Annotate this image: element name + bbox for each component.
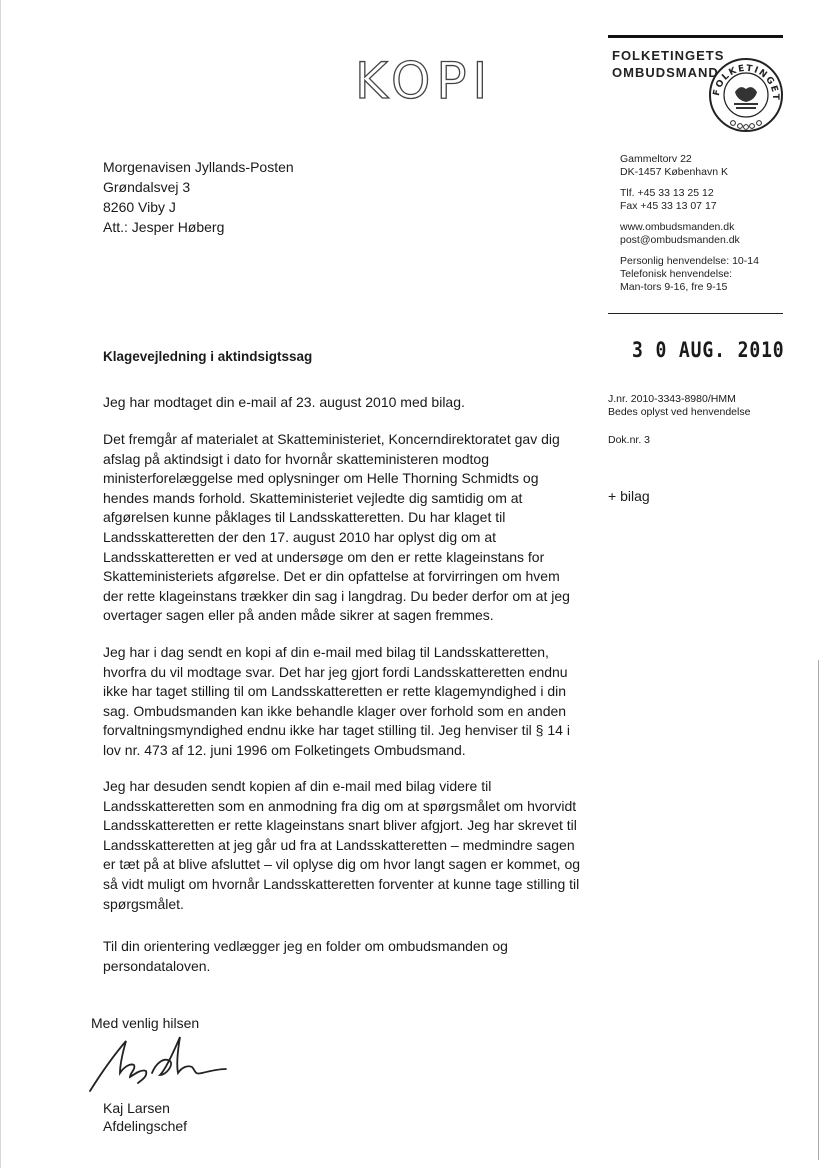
paragraph: Det fremgår af materialet at Skatteministeriet, Koncerndirektoratet gav dig afslag på aktindsigt i dato for hvornår skatteministeren modtog ministerforelæggelse med oplysninger om Helle Thorning Schmidts og hendes mands forhold. Skatteministeriet vejledte dig samtidig om at afgørelsen kunne påklages til Landsskatteretten. Du har klaget til Landsskatteretten der den 17. august 2010 har oplyst dig om at Landsskatteretten er ved at undersøge om den er rette klageinstans for Skatteministeriets afgørelse. Det er din opfattelse at forvirringen om hvem der rette klageinstans trækker din sag i langdrag. Du beder derfor om at jeg overtager sagen eller på anden måde sikrer at sagen fremmes.: [103, 431, 570, 624]
signer-name: Kaj Larsen: [103, 1100, 170, 1116]
sender-hours: Personlig henvendelse: 10-14: [620, 255, 759, 267]
date-stamp: 3 0 AUG. 2010: [632, 338, 785, 362]
paragraph: Jeg har desuden sendt kopien af din e-mail med bilag videre til Landsskatteretten som en anmodning fra dig om at spørgsmålet om hvorvidt Landsskatteretten er rette klageinstans snart bliver afgjort. Jeg har skrevet til Landsskatteretten at jeg går ud fra at Landsskatteretten – medmindre sagen er tæt på at blive afsluttet – vil oplyse dig om hvor langt sagen er kommet, og så vidt muligt om hvornår Landsskatteretten forventer at kunne tage stilling til spørgsmålet.: [103, 778, 581, 912]
sender-website: www.ombudsmanden.dk: [620, 221, 735, 233]
sender-fax: Fax +45 33 13 07 17: [620, 200, 717, 212]
parliament-seal-icon: [707, 56, 785, 134]
reference-note: Bedes oplyst ved henvendelse: [608, 406, 751, 418]
handwritten-signature: [86, 1033, 236, 1095]
journal-number: J.nr. 2010-3343-8980/HMM: [608, 393, 736, 405]
sender-email: post@ombudsmanden.dk: [620, 234, 740, 246]
header-rule: [608, 35, 783, 38]
recipient-line: 8260 Viby J: [103, 199, 176, 215]
copy-stamp: KOPI: [355, 52, 494, 110]
recipient-line: Att.: Jesper Høberg: [103, 219, 225, 235]
org-name-line1: FOLKETINGETS: [612, 48, 725, 63]
letter-subject: Klagevejledning i aktindsigtssag: [103, 349, 313, 364]
reference-number: [608, 393, 798, 419]
recipient-address: [103, 157, 294, 237]
signer-title: Afdelingschef: [103, 1118, 188, 1134]
attachment-note: + bilag: [608, 488, 650, 504]
sender-hours: Telefonisk henvendelse:: [620, 268, 733, 280]
document-number: Dok.nr. 3: [608, 434, 651, 446]
sender-address: DK-1457 København K: [620, 166, 728, 178]
signer-block: [103, 1099, 187, 1135]
sender-address: Gammeltorv 22: [620, 153, 692, 165]
paragraph: Til din orientering vedlægger jeg en folder om ombudsmanden og persondataloven.: [103, 938, 508, 974]
sender-phone: Tlf. +45 33 13 25 12: [620, 187, 714, 199]
paragraph: Jeg har modtaget din e-mail af 23. august 2010 med bilag.: [103, 394, 465, 410]
seal-text: FOLKETINGET: [711, 63, 781, 102]
sender-contact-info: [620, 153, 800, 294]
scan-edge-line-right: [818, 660, 819, 1160]
closing-salutation: Med venlig hilsen: [91, 1015, 200, 1031]
recipient-line: Morgenavisen Jyllands-Posten: [103, 159, 294, 175]
org-name-line2: OMBUDSMAND: [612, 65, 719, 80]
sidebar-rule: [608, 313, 783, 314]
paragraph: Jeg har i dag sendt en kopi af din e-mail med bilag til Landsskatteretten, hvorfra du vil modtage svar. Det har jeg gjort fordi Landsskatteretten endnu ikke har taget stilling til om Landsskatteretten er rette klagemyndighed i din sag. Ombudsmanden kan ikke behandle klager over forhold som en anden forvaltningsmyndighed endnu ikke har taget stilling til. Jeg henviser til § 14 i lov nr. 473 af 12. juni 1996 om Folketingets Ombudsmand.: [103, 644, 570, 758]
recipient-line: Grøndalsvej 3: [103, 179, 191, 195]
scan-edge-line: [0, 0, 1, 1168]
sender-hours: Man-tors 9-16, fre 9-15: [620, 281, 728, 293]
